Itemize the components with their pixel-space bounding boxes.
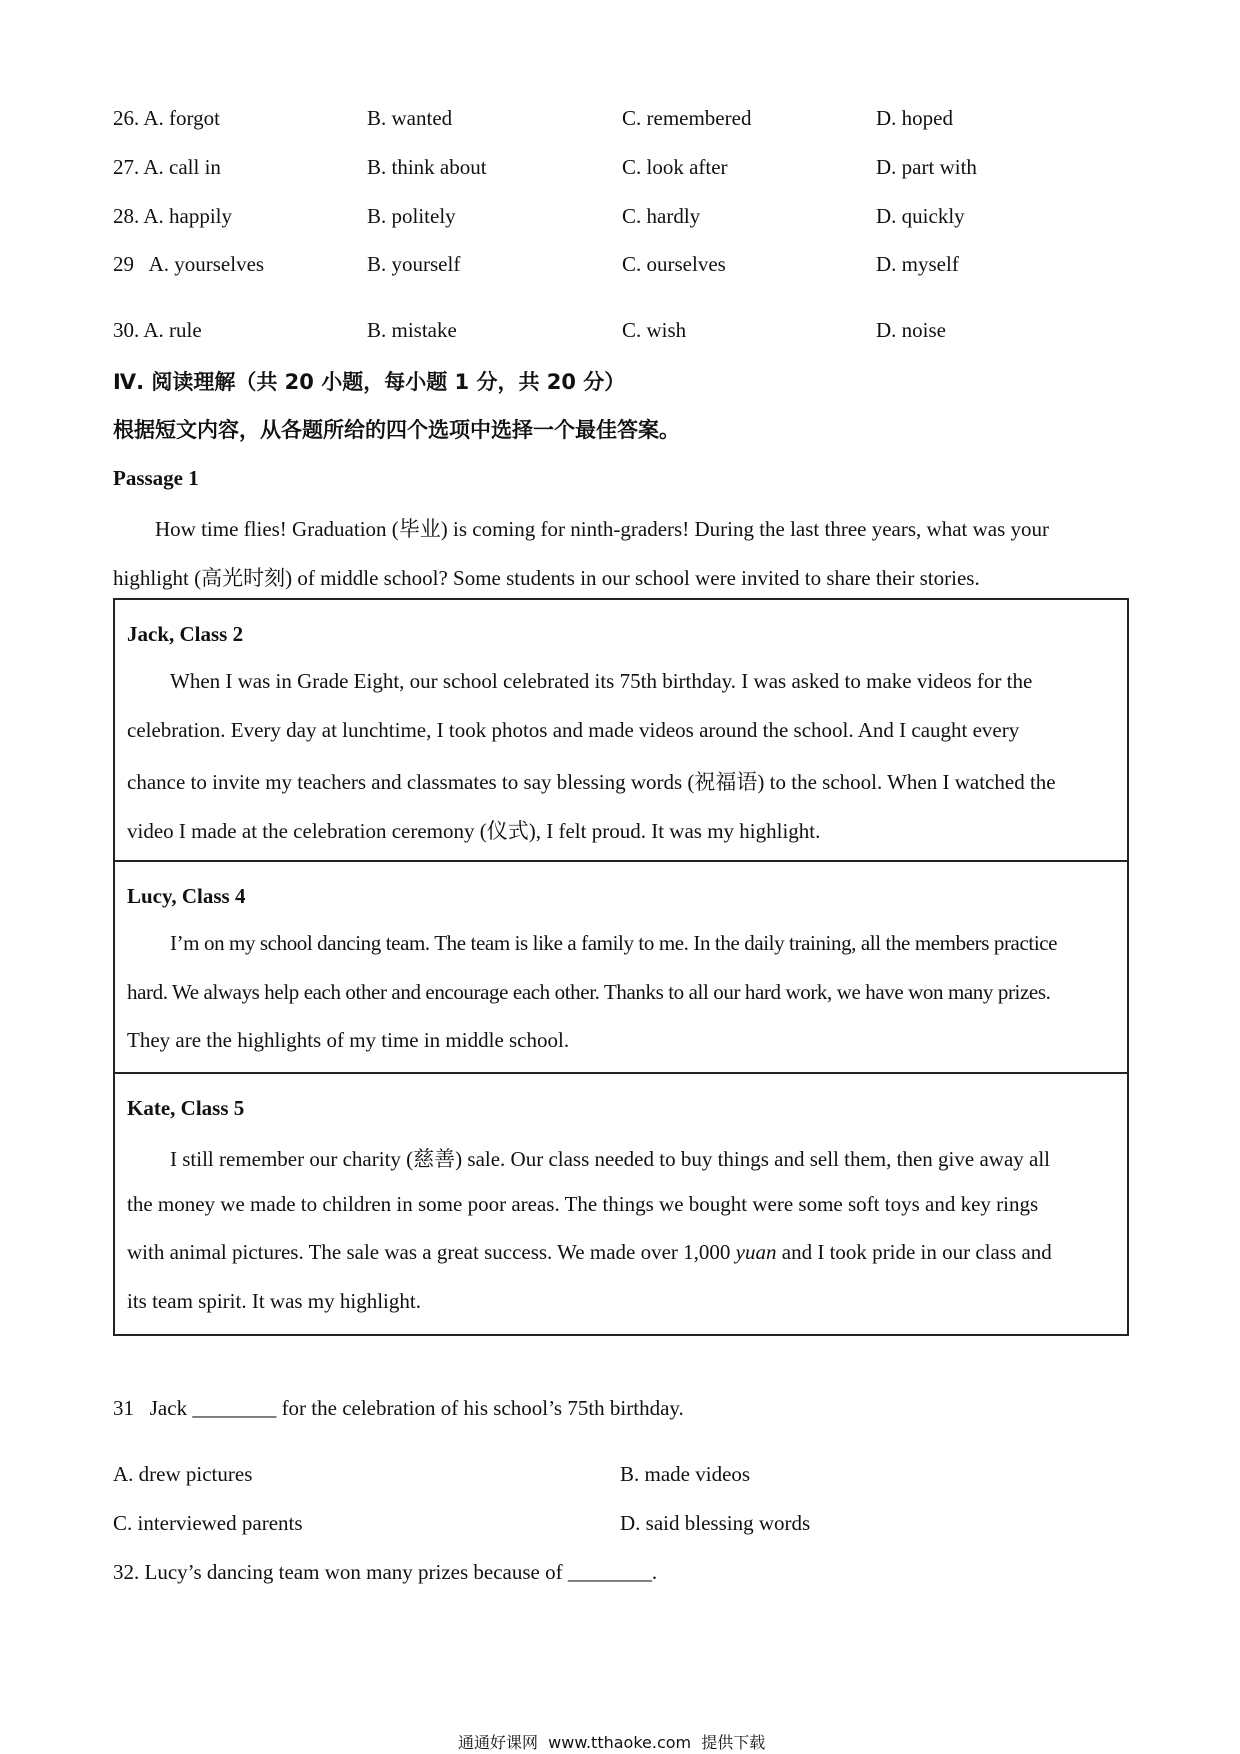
option-d: D. noise [876, 318, 946, 342]
story-line: I still remember our charity (慈善) sale. Our class needed to buy things and sell them, then give away all [170, 1147, 1051, 1171]
option-a: 26. A. forgot [113, 106, 220, 130]
question-31-option-d: D. said blessing words [620, 1511, 811, 1535]
option-d: D. hoped [876, 106, 953, 130]
option-c: C. wish [622, 318, 687, 342]
story-line: the money we made to children in some poor areas. The things we bought were some soft toys and key rings [127, 1192, 1039, 1216]
option-c: C. remembered [622, 106, 752, 130]
option-d: D. part with [876, 155, 977, 179]
question-31-option-a: A. drew pictures [113, 1462, 253, 1486]
section-instruction: 根据短文内容，从各题所给的四个选项中选择一个最佳答案。 [113, 418, 680, 442]
option-b: B. wanted [367, 106, 453, 130]
page-footer: 通通好课网 www.tthaoke.com 提供下载 [458, 1733, 766, 1752]
option-a: 27. A. call in [113, 155, 221, 179]
passage-intro-line: highlight (高光时刻) of middle school? Some students in our school were invited to share their stories. [113, 566, 980, 590]
story-line: hard. We always help each other and encourage each other. Thanks to all our hard work, we have won many prizes. [127, 980, 1051, 1004]
story-author: Lucy, Class 4 [127, 884, 246, 908]
story-author: Jack, Class 2 [127, 622, 244, 646]
option-b: B. politely [367, 204, 456, 228]
story-line: its team spirit. It was my highlight. [127, 1289, 421, 1313]
question-31-option-c: C. interviewed parents [113, 1511, 303, 1535]
story-line [127, 1240, 1052, 1265]
story-line: chance to invite my teachers and classmates to say blessing words (祝福语) to the school. When I watched the [127, 770, 1056, 794]
section-title: Ⅳ. 阅读理解（共 20 小题，每小题 1 分，共 20 分） [113, 370, 626, 394]
story-box-jack [113, 598, 1129, 862]
story-author: Kate, Class 5 [127, 1096, 245, 1120]
italic-yuan: yuan [735, 1240, 777, 1264]
option-b: B. think about [367, 155, 487, 179]
story-line: video I made at the celebration ceremony (仪式), I felt proud. It was my highlight. [127, 819, 821, 843]
option-d: D. quickly [876, 204, 965, 228]
story-box-kate [113, 1072, 1129, 1336]
option-a: 30. A. rule [113, 318, 202, 342]
option-c: C. hardly [622, 204, 701, 228]
story-line-text: with animal pictures. The sale was a great success. We made over 1,000 [127, 1240, 736, 1264]
question-31-option-b: B. made videos [620, 1462, 751, 1486]
option-c: C. look after [622, 155, 728, 179]
story-box-lucy [113, 860, 1129, 1074]
option-b: B. yourself [367, 252, 461, 276]
story-line: When I was in Grade Eight, our school celebrated its 75th birthday. I was asked to make videos for the [170, 669, 1033, 693]
question-32: 32. Lucy’s dancing team won many prizes because of ________. [113, 1560, 658, 1584]
option-a: 28. A. happily [113, 204, 232, 228]
question-31: 31 Jack ________ for the celebration of his school’s 75th birthday. [113, 1396, 684, 1420]
option-a: 29 A. yourselves [113, 252, 265, 276]
story-line-text: and I took pride in our class and [776, 1240, 1052, 1264]
story-line: celebration. Every day at lunchtime, I took photos and made videos around the school. And I caught every [127, 718, 1020, 742]
option-d: D. myself [876, 252, 959, 276]
passage-intro-line: How time flies! Graduation (毕业) is coming for ninth-graders! During the last three years, what was your [155, 517, 1050, 541]
story-line: I’m on my school dancing team. The team is like a family to me. In the daily training, all the members practice [170, 931, 1058, 955]
passage-label: Passage 1 [113, 466, 199, 490]
option-c: C. ourselves [622, 252, 726, 276]
option-b: B. mistake [367, 318, 457, 342]
story-line: They are the highlights of my time in middle school. [127, 1028, 570, 1052]
